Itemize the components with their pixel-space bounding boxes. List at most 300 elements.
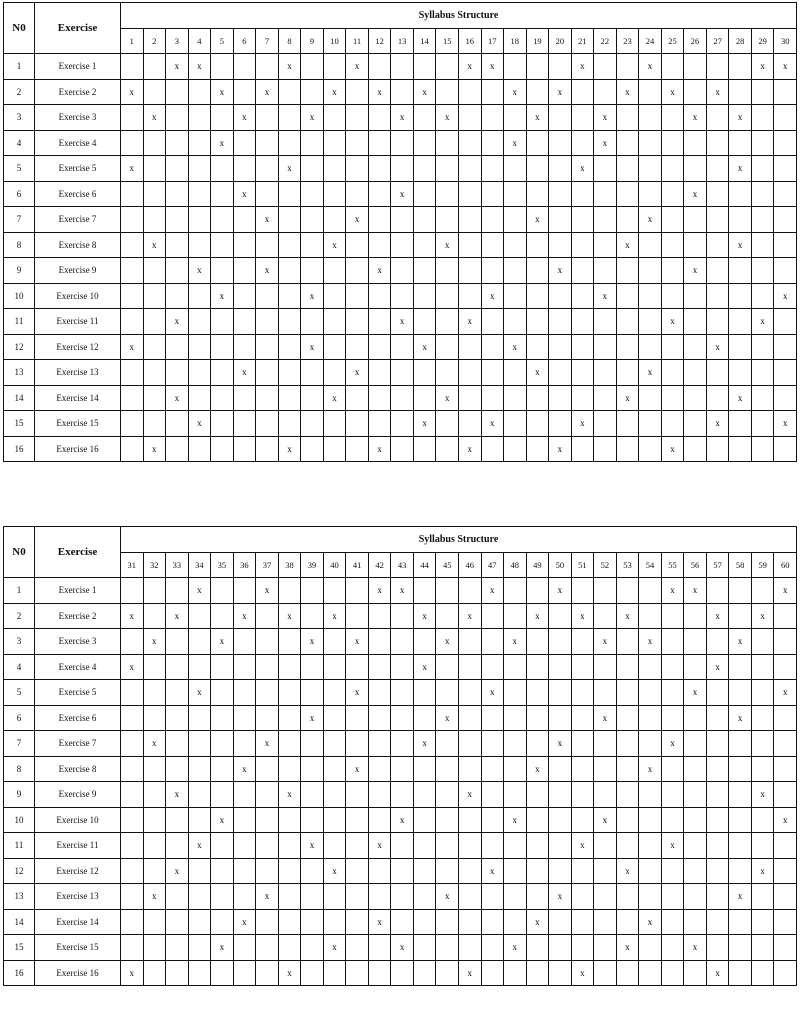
exercise-name: Exercise 5 (35, 680, 121, 706)
mark-cell (639, 807, 662, 833)
mark-cell (256, 629, 279, 655)
mark-cell (256, 130, 279, 156)
mark-cell: x (639, 360, 662, 386)
mark-cell (188, 207, 211, 233)
column-number: 36 (233, 553, 256, 578)
mark-cell (549, 603, 572, 629)
mark-cell (413, 960, 436, 986)
mark-cell: x (639, 54, 662, 80)
mark-cell: x (256, 884, 279, 910)
mark-cell: x (278, 960, 301, 986)
mark-cell (346, 578, 369, 604)
mark-cell: x (346, 756, 369, 782)
mark-cell (549, 156, 572, 182)
mark-cell (233, 731, 256, 757)
column-number: 53 (616, 553, 639, 578)
column-number: 23 (616, 29, 639, 54)
table-row (4, 309, 797, 335)
mark-cell (571, 909, 594, 935)
mark-cell (323, 207, 346, 233)
mark-cell (233, 79, 256, 105)
mark-cell (751, 156, 774, 182)
mark-cell (729, 858, 752, 884)
mark-cell (571, 105, 594, 131)
mark-cell (233, 385, 256, 411)
mark-cell (346, 935, 369, 961)
row-number: 8 (4, 756, 35, 782)
mark-cell (526, 232, 549, 258)
mark-cell (774, 156, 797, 182)
mark-cell (639, 935, 662, 961)
mark-cell (323, 960, 346, 986)
mark-cell (233, 411, 256, 437)
mark-cell: x (211, 629, 234, 655)
mark-cell (458, 79, 481, 105)
column-number: 30 (774, 29, 797, 54)
mark-cell (143, 411, 166, 437)
mark-cell (256, 181, 279, 207)
mark-cell: x (504, 334, 527, 360)
mark-cell (481, 258, 504, 284)
mark-cell (188, 782, 211, 808)
mark-cell (211, 436, 234, 462)
mark-cell (188, 909, 211, 935)
mark-cell (121, 629, 144, 655)
mark-cell (639, 283, 662, 309)
mark-cell (211, 833, 234, 859)
mark-cell (211, 258, 234, 284)
mark-cell (256, 935, 279, 961)
mark-cell (549, 705, 572, 731)
column-number: 2 (143, 29, 166, 54)
mark-cell (571, 629, 594, 655)
mark-cell (729, 756, 752, 782)
mark-cell: x (323, 935, 346, 961)
mark-cell (256, 360, 279, 386)
table-row (4, 79, 797, 105)
mark-cell (188, 858, 211, 884)
mark-cell (166, 578, 189, 604)
mark-cell: x (413, 731, 436, 757)
mark-cell (594, 680, 617, 706)
mark-cell (233, 654, 256, 680)
mark-cell (368, 680, 391, 706)
mark-cell (774, 909, 797, 935)
mark-cell (368, 858, 391, 884)
mark-cell (301, 731, 324, 757)
column-number: 32 (143, 553, 166, 578)
mark-cell (549, 782, 572, 808)
mark-cell (188, 181, 211, 207)
mark-cell (571, 935, 594, 961)
mark-cell: x (436, 385, 459, 411)
mark-cell (436, 782, 459, 808)
mark-cell (526, 833, 549, 859)
mark-cell (211, 960, 234, 986)
mark-cell (458, 130, 481, 156)
exercise-name: Exercise 16 (35, 960, 121, 986)
mark-cell (368, 756, 391, 782)
mark-cell: x (526, 360, 549, 386)
mark-cell (774, 756, 797, 782)
exercise-name: Exercise 10 (35, 283, 121, 309)
mark-cell (391, 680, 414, 706)
mark-cell: x (391, 105, 414, 131)
mark-cell (661, 680, 684, 706)
mark-cell (301, 935, 324, 961)
column-number: 38 (278, 553, 301, 578)
mark-cell (526, 654, 549, 680)
mark-cell (413, 54, 436, 80)
mark-cell (729, 578, 752, 604)
exercise-name: Exercise 1 (35, 578, 121, 604)
column-number: 24 (639, 29, 662, 54)
mark-cell (188, 436, 211, 462)
mark-cell (188, 360, 211, 386)
row-number: 9 (4, 782, 35, 808)
mark-cell (301, 909, 324, 935)
mark-cell: x (481, 680, 504, 706)
table-row (4, 156, 797, 182)
mark-cell (143, 935, 166, 961)
mark-cell (774, 436, 797, 462)
row-number: 1 (4, 54, 35, 80)
mark-cell (413, 258, 436, 284)
mark-cell (639, 578, 662, 604)
mark-cell (504, 603, 527, 629)
mark-cell (301, 782, 324, 808)
mark-cell (616, 705, 639, 731)
mark-cell (256, 858, 279, 884)
mark-cell (166, 79, 189, 105)
mark-cell (504, 731, 527, 757)
mark-cell (323, 181, 346, 207)
mark-cell (594, 156, 617, 182)
table-row (4, 629, 797, 655)
mark-cell: x (526, 603, 549, 629)
mark-cell: x (571, 833, 594, 859)
mark-cell (278, 258, 301, 284)
mark-cell (211, 680, 234, 706)
mark-cell (751, 960, 774, 986)
table-row (4, 436, 797, 462)
mark-cell (616, 283, 639, 309)
table-row (4, 884, 797, 910)
mark-cell (211, 705, 234, 731)
mark-cell (526, 283, 549, 309)
mark-cell (346, 309, 369, 335)
mark-cell (684, 79, 707, 105)
mark-cell (458, 731, 481, 757)
mark-cell (188, 603, 211, 629)
mark-cell (504, 654, 527, 680)
table-row (4, 283, 797, 309)
mark-cell (458, 654, 481, 680)
mark-cell: x (166, 858, 189, 884)
mark-cell (639, 309, 662, 335)
mark-cell (323, 654, 346, 680)
mark-cell (256, 309, 279, 335)
row-number: 7 (4, 207, 35, 233)
mark-cell (233, 232, 256, 258)
mark-cell: x (594, 283, 617, 309)
mark-cell: x (774, 578, 797, 604)
mark-cell (549, 411, 572, 437)
mark-cell (413, 578, 436, 604)
mark-cell (481, 960, 504, 986)
mark-cell (458, 105, 481, 131)
mark-cell (684, 909, 707, 935)
mark-cell (526, 79, 549, 105)
mark-cell (346, 807, 369, 833)
mark-cell (211, 156, 234, 182)
mark-cell (661, 207, 684, 233)
mark-cell (211, 232, 234, 258)
column-number: 5 (211, 29, 234, 54)
mark-cell (211, 731, 234, 757)
mark-cell (188, 756, 211, 782)
mark-cell (211, 105, 234, 131)
mark-cell (121, 782, 144, 808)
row-number: 14 (4, 385, 35, 411)
mark-cell (571, 207, 594, 233)
mark-cell (278, 411, 301, 437)
mark-cell (549, 654, 572, 680)
mark-cell (481, 79, 504, 105)
mark-cell (481, 935, 504, 961)
mark-cell (639, 258, 662, 284)
mark-cell (188, 334, 211, 360)
mark-cell (616, 680, 639, 706)
mark-cell (368, 130, 391, 156)
mark-cell (188, 309, 211, 335)
mark-cell: x (729, 884, 752, 910)
mark-cell (729, 283, 752, 309)
column-number: 41 (346, 553, 369, 578)
mark-cell: x (211, 283, 234, 309)
mark-cell (684, 334, 707, 360)
row-number: 15 (4, 935, 35, 961)
table-row (4, 731, 797, 757)
table-body (4, 54, 797, 462)
mark-cell (278, 207, 301, 233)
mark-cell (774, 884, 797, 910)
mark-cell (211, 207, 234, 233)
mark-cell (458, 680, 481, 706)
mark-cell (639, 334, 662, 360)
mark-cell (526, 680, 549, 706)
row-number: 14 (4, 909, 35, 935)
mark-cell (278, 654, 301, 680)
column-number: 31 (121, 553, 144, 578)
column-number: 58 (729, 553, 752, 578)
mark-cell (413, 360, 436, 386)
mark-cell (143, 756, 166, 782)
mark-cell (143, 705, 166, 731)
mark-cell (481, 705, 504, 731)
mark-cell (346, 909, 369, 935)
mark-cell (391, 629, 414, 655)
mark-cell (278, 807, 301, 833)
mark-cell (571, 130, 594, 156)
mark-cell: x (458, 782, 481, 808)
mark-cell (121, 705, 144, 731)
mark-cell: x (549, 79, 572, 105)
mark-cell: x (684, 181, 707, 207)
mark-cell (751, 385, 774, 411)
mark-cell (571, 884, 594, 910)
mark-cell (391, 360, 414, 386)
mark-cell (504, 833, 527, 859)
mark-cell: x (504, 807, 527, 833)
mark-cell (594, 334, 617, 360)
mark-cell (594, 232, 617, 258)
mark-cell: x (143, 629, 166, 655)
mark-cell: x (729, 629, 752, 655)
mark-cell (549, 360, 572, 386)
mark-cell: x (211, 130, 234, 156)
mark-cell (549, 385, 572, 411)
exercise-name: Exercise 8 (35, 756, 121, 782)
mark-cell: x (233, 360, 256, 386)
mark-cell (481, 360, 504, 386)
mark-cell (436, 309, 459, 335)
mark-cell (188, 79, 211, 105)
mark-cell (729, 680, 752, 706)
mark-cell (594, 411, 617, 437)
mark-cell (504, 578, 527, 604)
mark-cell: x (751, 309, 774, 335)
mark-cell (413, 309, 436, 335)
mark-cell (526, 705, 549, 731)
exercise-name: Exercise 15 (35, 935, 121, 961)
mark-cell (594, 782, 617, 808)
mark-cell (211, 654, 234, 680)
mark-cell (594, 385, 617, 411)
mark-cell (684, 54, 707, 80)
column-number: 29 (751, 29, 774, 54)
mark-cell (436, 960, 459, 986)
mark-cell (188, 156, 211, 182)
row-number: 13 (4, 884, 35, 910)
table-row (4, 207, 797, 233)
mark-cell (661, 411, 684, 437)
mark-cell (121, 909, 144, 935)
mark-cell: x (774, 54, 797, 80)
mark-cell (301, 232, 324, 258)
mark-cell (346, 436, 369, 462)
mark-cell (774, 105, 797, 131)
mark-cell (481, 782, 504, 808)
mark-cell (256, 334, 279, 360)
mark-cell (729, 360, 752, 386)
mark-cell (391, 654, 414, 680)
mark-cell (323, 258, 346, 284)
table-row (4, 960, 797, 986)
mark-cell (729, 207, 752, 233)
mark-cell (233, 782, 256, 808)
mark-cell (751, 807, 774, 833)
mark-cell: x (594, 629, 617, 655)
mark-cell: x (751, 603, 774, 629)
mark-cell: x (594, 807, 617, 833)
mark-cell (233, 960, 256, 986)
mark-cell (616, 258, 639, 284)
mark-cell (661, 935, 684, 961)
mark-cell: x (391, 309, 414, 335)
mark-cell (526, 858, 549, 884)
mark-cell (368, 283, 391, 309)
mark-cell: x (594, 705, 617, 731)
mark-cell: x (346, 629, 369, 655)
mark-cell (256, 654, 279, 680)
mark-cell (143, 156, 166, 182)
mark-cell (143, 909, 166, 935)
mark-cell: x (504, 130, 527, 156)
mark-cell (526, 334, 549, 360)
mark-cell (166, 156, 189, 182)
mark-cell (121, 884, 144, 910)
mark-cell (504, 385, 527, 411)
mark-cell (684, 603, 707, 629)
mark-cell (571, 654, 594, 680)
mark-cell (233, 578, 256, 604)
mark-cell (211, 360, 234, 386)
column-number: 55 (661, 553, 684, 578)
mark-cell (661, 756, 684, 782)
mark-cell (571, 283, 594, 309)
mark-cell (616, 181, 639, 207)
mark-cell: x (774, 411, 797, 437)
mark-cell (684, 833, 707, 859)
mark-cell: x (571, 603, 594, 629)
mark-cell (729, 807, 752, 833)
mark-cell (729, 909, 752, 935)
mark-cell (368, 105, 391, 131)
mark-cell: x (661, 731, 684, 757)
mark-cell (774, 629, 797, 655)
mark-cell: x (481, 411, 504, 437)
mark-cell (346, 105, 369, 131)
row-number: 12 (4, 858, 35, 884)
mark-cell (774, 858, 797, 884)
mark-cell (368, 960, 391, 986)
mark-cell: x (391, 807, 414, 833)
mark-cell (594, 207, 617, 233)
mark-cell (616, 756, 639, 782)
row-number: 2 (4, 603, 35, 629)
mark-cell (751, 360, 774, 386)
mark-cell (594, 54, 617, 80)
mark-cell: x (278, 54, 301, 80)
mark-cell (413, 807, 436, 833)
mark-cell (706, 54, 729, 80)
mark-cell (256, 54, 279, 80)
mark-cell: x (774, 680, 797, 706)
mark-cell (323, 782, 346, 808)
mark-cell (751, 181, 774, 207)
mark-cell (166, 833, 189, 859)
mark-cell (684, 629, 707, 655)
mark-cell: x (706, 654, 729, 680)
mark-cell (526, 578, 549, 604)
mark-cell (121, 680, 144, 706)
mark-cell (661, 960, 684, 986)
syllabus-grid (3, 526, 797, 986)
mark-cell (661, 258, 684, 284)
mark-cell (706, 705, 729, 731)
exercise-name: Exercise 1 (35, 54, 121, 80)
